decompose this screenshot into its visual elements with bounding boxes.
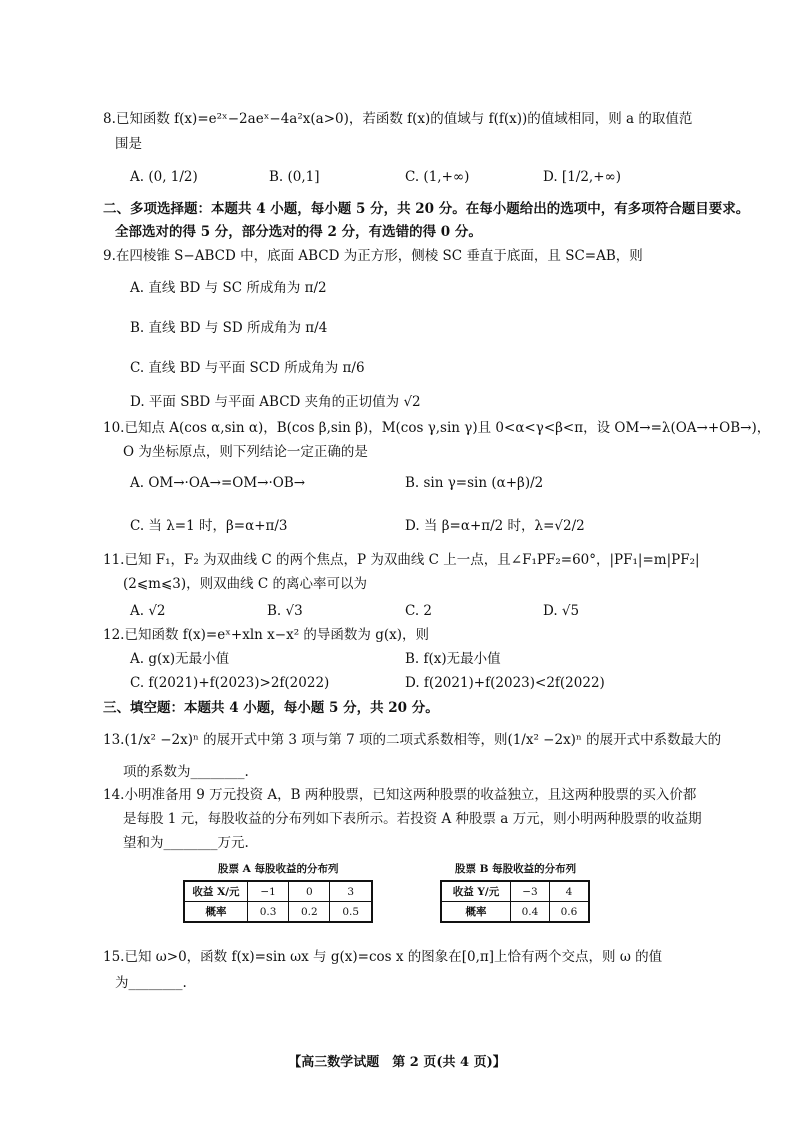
q11-option-a: A. √2	[130, 603, 166, 619]
q8-option-a: A. (0, 1/2)	[130, 169, 198, 185]
q10-option-c: C. 当 λ=1 时，β=α+π/3	[130, 518, 288, 534]
table-cell: 概率	[441, 902, 511, 923]
q15-stem-line1: 15.已知 ω>0，函数 f(x)=sin ωx 与 g(x)=cos x 的图象在[0,π]上恰有两个交点，则 ω 的值	[103, 949, 663, 965]
section2-heading: 二、多项选择题：本题共 4 小题，每小题 5 分，共 20 分。在每小题给出的选项中，有多项符合题目要求。	[103, 201, 750, 217]
table-row	[184, 902, 372, 923]
q12-option-c: C. f(2021)+f(2023)>2f(2022)	[130, 675, 330, 691]
table-cell: −1	[248, 881, 289, 902]
q9-option-a: A. 直线 BD 与 SC 所成角为 π/2	[130, 280, 327, 296]
table-row	[441, 881, 589, 902]
table-cell: 0.5	[330, 902, 372, 923]
q14-stem-line1: 14.小明准备用 9 万元投资 A，B 两种股票，已知这两种股票的收益独立，且这两种股票的买入价都	[103, 787, 697, 803]
table-cell: 3	[330, 881, 372, 902]
table-cell: 0.4	[511, 902, 550, 923]
q8-option-d: D. [1/2,+∞)	[543, 169, 622, 185]
q10-option-d: D. 当 β=α+π/2 时，λ=√2/2	[405, 518, 585, 534]
q11-stem-line2: (2⩽m⩽3)，则双曲线 C 的离心率可以为	[123, 576, 368, 592]
stock-a-distribution-table	[183, 880, 373, 923]
table-cell: −3	[511, 881, 550, 902]
table-cell: 4	[549, 881, 589, 902]
section2-instructions: 全部选对的得 5 分，部分选对的得 2 分，有选错的得 0 分。	[115, 224, 482, 240]
table-row	[441, 902, 589, 923]
q9-option-b: B. 直线 BD 与 SD 所成角为 π/4	[130, 320, 328, 336]
table-cell: 收益 X/元	[184, 881, 248, 902]
q10-stem-line2: O 为坐标原点，则下列结论一定正确的是	[123, 444, 368, 460]
q12-option-b: B. f(x)无最小值	[405, 651, 501, 667]
table-cell: 0.3	[248, 902, 289, 923]
q10-stem-line1: 10.已知点 A(cos α,sin α)，B(cos β,sin β)，M(cos γ,sin γ)且 0<α<γ<β<π，设 OM→=λ(OA→+OB→)，	[103, 420, 771, 436]
table-a-caption: 股票 A 每股收益的分布列	[218, 863, 339, 875]
q9-option-d: D. 平面 SBD 与平面 ABCD 夹角的正切值为 √2	[130, 394, 421, 410]
q11-option-c: C. 2	[405, 603, 433, 619]
stock-b-distribution-table	[440, 880, 590, 923]
q10-option-a: A. OM→·OA→=OM→·OB→	[130, 475, 306, 491]
q9-option-c: C. 直线 BD 与平面 SCD 所成角为 π/6	[130, 360, 365, 376]
q13-stem-line2: 项的系数为________.	[123, 764, 249, 780]
q12-stem: 12.已知函数 f(x)=eˣ+xln x−x² 的导函数为 g(x)，则	[103, 627, 429, 643]
q10-option-b: B. sin γ=sin (α+β)/2	[405, 475, 544, 491]
table-cell: 0.6	[549, 902, 589, 923]
q8-option-c: C. (1,+∞)	[405, 169, 470, 185]
section3-heading: 三、填空题：本题共 4 小题，每小题 5 分，共 20 分。	[103, 700, 439, 716]
q8-option-b: B. (0,1]	[269, 169, 320, 185]
q8-stem-line2: 围是	[115, 136, 142, 152]
q11-option-d: D. √5	[543, 603, 580, 619]
table-b-caption: 股票 B 每股收益的分布列	[455, 863, 577, 875]
q14-stem-line2: 是每股 1 元，每股收益的分布列如下表所示。若投资 A 种股票 a 万元，则小明两种股票的收益期	[123, 811, 702, 827]
q12-option-d: D. f(2021)+f(2023)<2f(2022)	[405, 675, 605, 691]
q12-option-a: A. g(x)无最小值	[130, 651, 230, 667]
q9-stem: 9.在四棱锥 S−ABCD 中，底面 ABCD 为正方形，侧棱 SC 垂直于底面，且 SC=AB，则	[103, 248, 643, 264]
q11-option-b: B. √3	[267, 603, 303, 619]
q15-stem-line2: 为________.	[115, 975, 187, 991]
q14-stem-line3: 望和为________万元.	[123, 835, 249, 851]
table-cell: 概率	[184, 902, 248, 923]
q8-stem-line1: 8.已知函数 f(x)=e²ˣ−2aeˣ−4a²x(a>0)，若函数 f(x)的值域与 f(f(x))的值域相同，则 a 的取值范	[103, 111, 693, 127]
table-cell: 收益 Y/元	[441, 881, 511, 902]
page-footer: 【高三数学试题 第 2 页(共 4 页)】	[288, 1055, 506, 1070]
table-row	[184, 881, 372, 902]
table-cell: 0	[289, 881, 330, 902]
q11-stem-line1: 11.已知 F₁，F₂ 为双曲线 C 的两个焦点，P 为双曲线 C 上一点，且∠F₁PF₂=60°，|PF₁|=m|PF₂|	[103, 552, 700, 568]
table-cell: 0.2	[289, 902, 330, 923]
q13-stem-line1: 13.(1/x² −2x)ⁿ 的展开式中第 3 项与第 7 项的二项式系数相等，则(1/x² −2x)ⁿ 的展开式中系数最大的	[103, 732, 722, 748]
